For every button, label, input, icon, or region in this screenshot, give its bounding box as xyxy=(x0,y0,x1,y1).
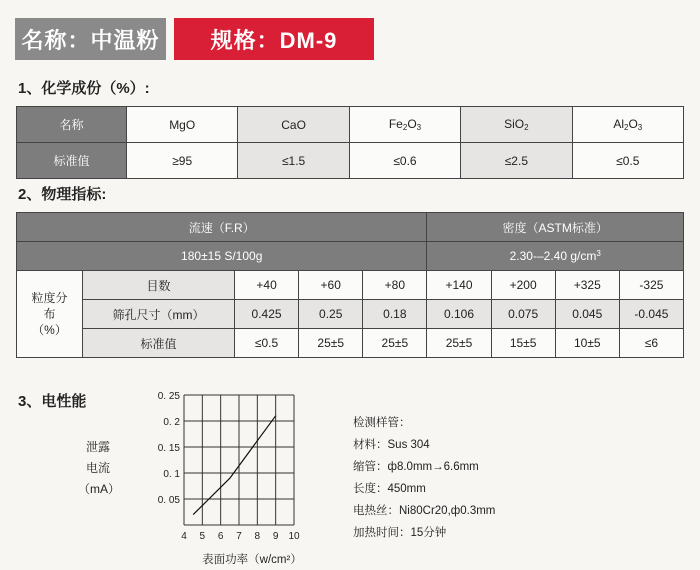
sieve-cell: 0.075 xyxy=(491,300,555,329)
compound-cao: CaO xyxy=(238,107,349,143)
mesh-cell: +140 xyxy=(427,271,491,300)
physical-index-table xyxy=(16,212,684,358)
table-row xyxy=(17,329,684,358)
value-cell: ≥95 xyxy=(127,143,238,179)
value-cell: ≤0.6 xyxy=(349,143,460,179)
chemical-composition-table xyxy=(16,106,684,179)
y-tick-label: 0. 1 xyxy=(163,469,180,480)
table-row xyxy=(17,242,684,271)
y-tick-label: 0. 25 xyxy=(157,391,180,402)
standard-cell: ≤6 xyxy=(619,329,683,358)
table-row xyxy=(17,213,684,242)
x-tick-label: 5 xyxy=(199,531,206,542)
value-cell: ≤1.5 xyxy=(238,143,349,179)
x-tick-label: 10 xyxy=(288,531,300,542)
x-tick-label: 4 xyxy=(181,531,187,542)
x-tick-label: 6 xyxy=(217,531,224,542)
density-header: 密度（ASTM标准） xyxy=(427,213,684,242)
particle-size-label: 粒度分布（%） xyxy=(17,271,83,358)
mesh-cell: +200 xyxy=(491,271,555,300)
product-name-label: 名称：中温粉 xyxy=(15,18,166,60)
standard-cell: 10±5 xyxy=(555,329,619,358)
y-tick-label: 0. 2 xyxy=(163,417,180,428)
row-label-mesh: 目数 xyxy=(83,271,235,300)
standard-cell: 15±5 xyxy=(491,329,555,358)
mesh-cell: +40 xyxy=(235,271,299,300)
sieve-cell: 0.25 xyxy=(299,300,363,329)
row-label-sieve-size: 筛孔尺寸（mm） xyxy=(83,300,235,329)
value-cell: ≤2.5 xyxy=(461,143,572,179)
section-1-title: 1、化学成份（%）: xyxy=(18,80,150,97)
row-label-standard: 标准值 xyxy=(83,329,235,358)
mesh-cell: -325 xyxy=(619,271,683,300)
standard-cell: ≤0.5 xyxy=(235,329,299,358)
y-tick-label: 0. 15 xyxy=(157,443,180,454)
compound-fe2o3: $Fe_2O_3$ xyxy=(349,107,460,143)
row-label-name: 名称 xyxy=(17,107,127,143)
info-line: 电热丝：Ni80Cr20,ф0.3mm xyxy=(353,505,496,517)
compound-al2o3: $Al_2O_3$ xyxy=(572,107,683,143)
table-row xyxy=(17,271,684,300)
chart-ylabel-line: 电流 xyxy=(85,461,110,475)
flow-rate-value: 180±15 S/100g xyxy=(17,242,427,271)
test-sample-info xyxy=(353,412,495,544)
info-line: 长度：450mm xyxy=(353,483,426,495)
sieve-cell: 0.425 xyxy=(235,300,299,329)
mesh-cell: +80 xyxy=(363,271,427,300)
sieve-cell: -0.045 xyxy=(619,300,683,329)
value-cell: ≤0.5 xyxy=(572,143,683,179)
sieve-cell: 0.045 xyxy=(555,300,619,329)
density-value: 2.30-–2.40 $g/cm^3$ xyxy=(427,242,684,271)
table-row xyxy=(17,300,684,329)
mesh-cell: +325 xyxy=(555,271,619,300)
header-bar xyxy=(15,18,374,60)
x-tick-label: 8 xyxy=(254,531,261,542)
info-line: 检测样管： xyxy=(353,417,411,429)
chart-ylabel-line: 泄露 xyxy=(85,440,110,454)
mesh-cell: +60 xyxy=(299,271,363,300)
series-line xyxy=(193,416,276,515)
table-row xyxy=(17,143,684,179)
row-label-standard: 标准值 xyxy=(17,143,127,179)
x-tick-label: 9 xyxy=(272,531,279,542)
x-axis-label: 表面功率（w/cm²） xyxy=(202,554,302,566)
info-line: 加热时间：15分钟 xyxy=(353,527,447,539)
compound-sio2: SiO$_2$ xyxy=(461,107,572,143)
chart-ylabel-line: （mA） xyxy=(78,482,121,496)
standard-cell: 25±5 xyxy=(299,329,363,358)
x-tick-label: 7 xyxy=(236,531,242,542)
table-row xyxy=(17,107,684,143)
info-line: 缩管：ф8.0mm→6.6mm xyxy=(353,461,479,473)
standard-cell: 25±5 xyxy=(363,329,427,358)
sieve-cell: 0.18 xyxy=(363,300,427,329)
product-spec-label: 规格：DM-9 xyxy=(174,18,374,60)
leakage-current-chart xyxy=(140,380,310,570)
compound-mgo: MgO xyxy=(127,107,238,143)
y-tick-label: 0. 05 xyxy=(157,495,180,506)
info-line: 材料：Sus 304 xyxy=(353,439,430,451)
flow-rate-header: 流速（F.R） xyxy=(17,213,427,242)
sieve-cell: 0.106 xyxy=(427,300,491,329)
section-3-title: 3、电性能 xyxy=(18,393,87,410)
standard-cell: 25±5 xyxy=(427,329,491,358)
section-2-title: 2、物理指标: xyxy=(18,186,107,203)
